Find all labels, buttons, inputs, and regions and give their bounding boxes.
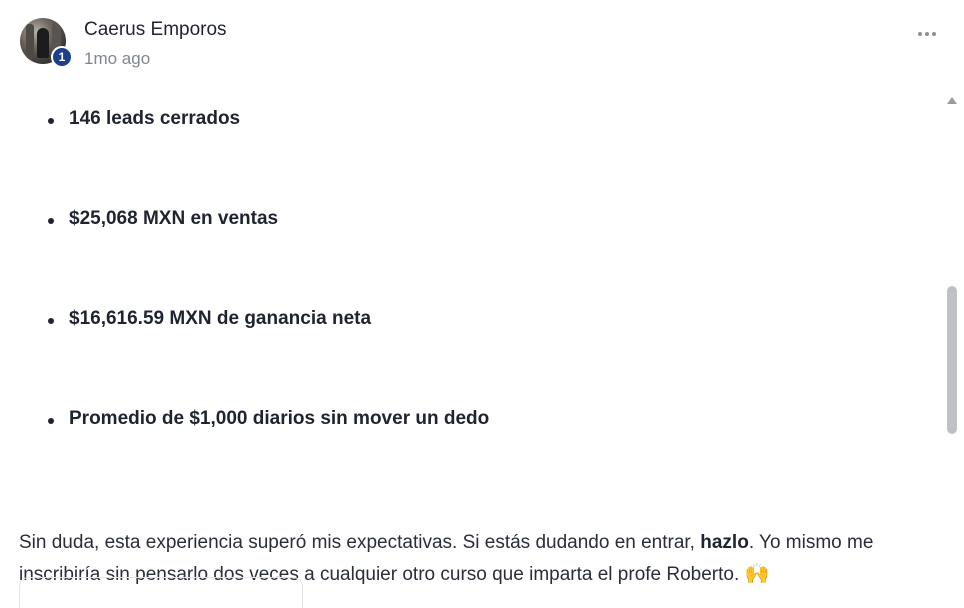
more-options-icon[interactable]: [912, 22, 942, 46]
list-item-text: 146 leads cerrados: [69, 108, 241, 129]
post-body: [0, 90, 940, 591]
post-header: [0, 0, 964, 90]
post-timestamp[interactable]: 1mo ago: [84, 49, 151, 68]
avatar-figure: [37, 28, 49, 58]
scrollbar[interactable]: [943, 90, 961, 591]
raised-hands-icon: 🙌: [744, 561, 770, 585]
bullet-dot: [48, 218, 54, 224]
dot: [932, 32, 936, 36]
paragraph-text: Sin duda, esta experiencia superó mis expectativas. Si estás dudando en entrar,: [19, 532, 701, 553]
bullet-dot: [48, 118, 54, 124]
list-item-text: Promedio de $1,000 diarios sin mover un dedo: [69, 408, 490, 429]
avatar-figure: [26, 24, 34, 60]
paragraph-text: . Yo mismo me inscribiría sin pensarlo dos veces a cualquier otro curso que imparta el profe Roberto.: [19, 532, 874, 585]
level-badge: 1: [51, 46, 73, 68]
bullet-dot: [48, 318, 54, 324]
list-item-text: $16,616.59 MXN de ganancia neta: [69, 308, 372, 329]
bullet-dot: [48, 418, 54, 424]
chevron-up-icon[interactable]: [947, 97, 957, 104]
dot: [925, 32, 929, 36]
dot: [918, 32, 922, 36]
attachment-card[interactable]: [19, 577, 303, 608]
author-name[interactable]: Caerus Emporos: [84, 19, 227, 40]
scrollbar-thumb[interactable]: [947, 286, 957, 434]
paragraph-bold-text: hazlo: [700, 532, 749, 553]
list-item-text: $25,068 MXN en ventas: [69, 208, 279, 229]
